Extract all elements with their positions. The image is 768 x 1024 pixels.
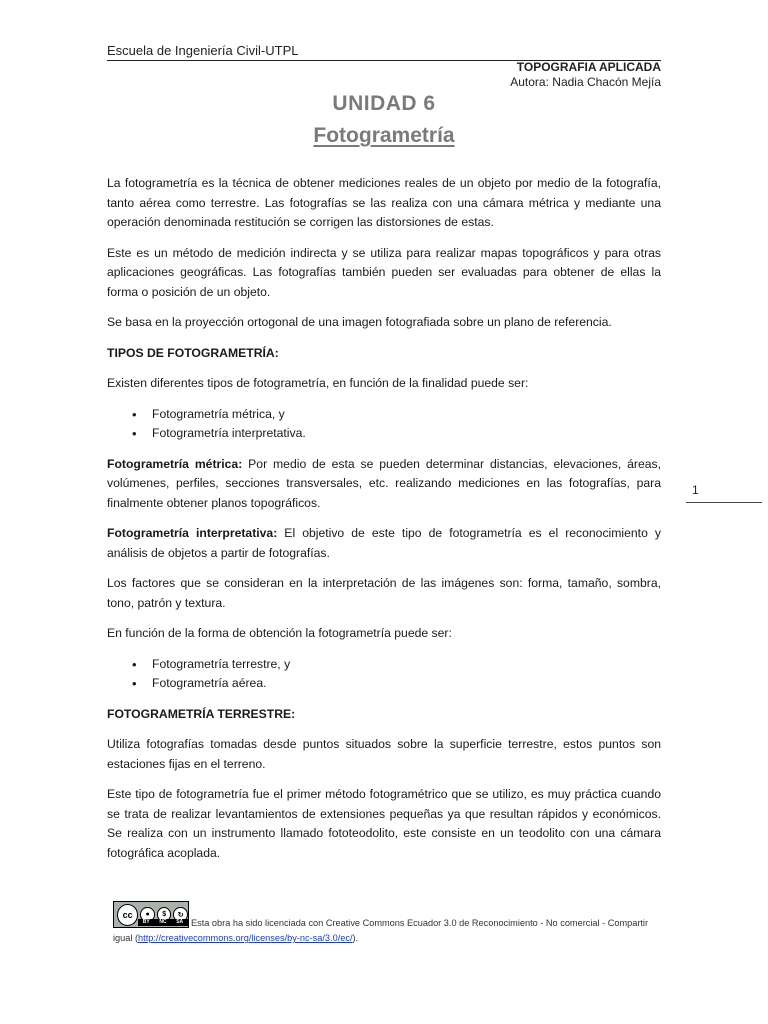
list-item: • Fotogrametría interpretativa. — [152, 424, 661, 444]
header-school: Escuela de Ingeniería Civil-UTPL — [107, 43, 299, 58]
license-end: ). — [352, 933, 359, 943]
page-title — [0, 124, 768, 148]
paragraph: Utiliza fotografías tomadas desde puntos situados sobre la superficie terrestre, estos puntos son estaciones fijas en el terreno. — [107, 737, 661, 771]
unit-title: UNIDAD 6 — [332, 92, 436, 115]
list-item: • Fotogrametría terrestre, y — [152, 655, 661, 675]
page-number: 1 — [692, 483, 699, 497]
sa-icon: ↻ — [173, 907, 188, 922]
list-item: • Fotogrametría métrica, y — [152, 405, 661, 425]
license-text: Esta obra ha sido licenciada con Creative Commons Ecuador 3.0 de Reconocimiento - No comercial - Compartir igual ( — [113, 918, 649, 943]
paragraph: Los factores que se consideran en la interpretación de las imágenes son: forma, tamaño, sombra, tono, patrón y textura. — [107, 576, 661, 610]
nc-icon: $ — [157, 907, 172, 922]
strip-by: BY — [142, 919, 150, 925]
paragraph: Se basa en la proyección ortogonal de una imagen fotografiada sobre un plano de referencia. — [107, 315, 612, 329]
bullet-list-obtencion — [107, 655, 661, 694]
paragraph-interpretativa — [107, 524, 661, 563]
header-course: TOPOGRAFIA APLICADA — [516, 60, 661, 74]
section-heading-tipos: TIPOS DE FOTOGRAMETRÍA: — [107, 345, 279, 360]
paragraph: Este es un método de medición indirecta y se utiliza para realizar mapas topográficos y para otras aplicaciones geográficas. Las fotografías también pueden ser evaluadas para obtener de ellas la forma o posición de un objeto. — [107, 245, 661, 299]
strip-nc: NC — [159, 919, 167, 925]
page-number-rule — [686, 502, 762, 503]
paragraph: En función de la forma de obtención la fotogrametría puede ser: — [107, 626, 452, 640]
bullet-list-types — [107, 405, 661, 444]
by-icon: ● — [140, 907, 155, 922]
license-notice — [113, 916, 661, 946]
term-label: Fotogrametría métrica: — [107, 456, 243, 471]
term-label: Fotogrametría interpretativa: — [107, 526, 278, 540]
paragraph: Existen diferentes tipos de fotogrametría, en función de la finalidad puede ser: — [107, 376, 529, 390]
paragraph: Este tipo de fotogrametría fue el primer método fotogramétrico que se utilizo, es muy práctica cuando se trata de realizar levantamientos de extensiones pequeñas ya que resultan rápidos y económicos. Se realiza con un instrumento llamado fototeodolito, este consiste en un teodolito con una cámara fotográfica acoplada. — [107, 787, 661, 860]
cc-icon: cc — [117, 904, 138, 926]
paragraph-metrica — [107, 455, 661, 514]
page-title-text: Fotogrametría — [313, 124, 455, 147]
strip-sa: SA — [176, 919, 184, 925]
license-link[interactable]: http://creativecommons.org/licenses/by-nc-sa/3.0/ec/ — [138, 933, 353, 943]
term-definition: El objetivo de este tipo de fotogrametría es el reconocimiento y análisis de objetos a partir de fotografías. — [107, 526, 661, 560]
list-item: • Fotogrametría aérea. — [152, 674, 661, 694]
section-heading-terrestre: FOTOGRAMETRÍA TERRESTRE: — [107, 706, 296, 721]
paragraph: La fotogrametría es la técnica de obtener mediciones reales de un objeto por medio de la fotografía, tanto aérea como terrestre. Las fotografías se las realiza con una cámara métrica y mediante una operación denominada restitución se corrigen las distorsiones de estas. — [107, 176, 661, 229]
term-definition: Por medio de esta se pueden determinar distancias, elevaciones, áreas, volúmenes, perfiles, secciones transversales, etc. realizando mediciones en las fotografías, para finalmente obtener planos topográficos. — [107, 456, 661, 510]
document-body — [107, 174, 661, 874]
header-author: Autora: Nadia Chacón Mejía — [510, 75, 661, 89]
